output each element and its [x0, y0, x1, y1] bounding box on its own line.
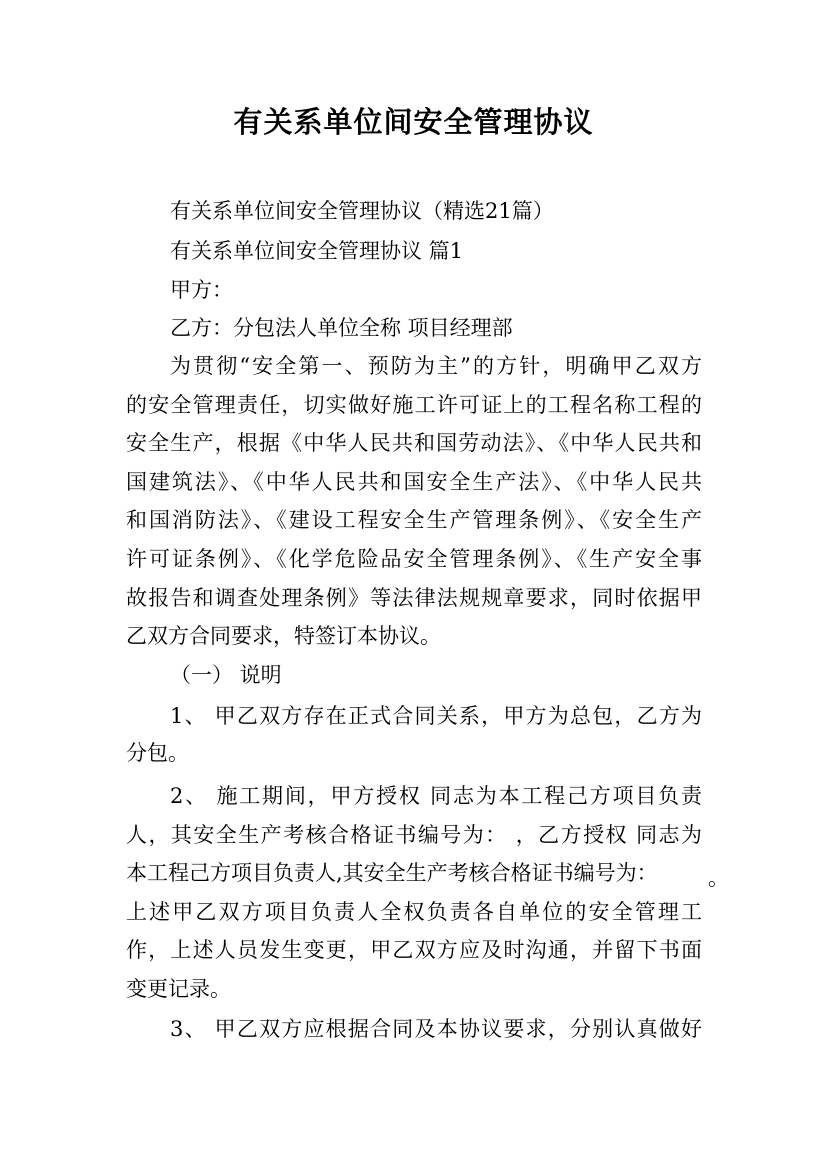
preamble-line: 故报告和调查处理条例》等法律法规规章要求，同时依据甲 [126, 586, 702, 610]
item-2-trailing-mark: 。 [708, 866, 729, 890]
preamble-line: 为贯彻“安全第一、预防为主”的方针，明确甲乙双方 [170, 354, 702, 378]
item-2-line: 人，其安全生产考核合格证书编号为： ，乙方授权 同志为 [126, 823, 702, 847]
item-1-line: 1、 甲乙双方存在正式合同关系，甲方为总包，乙方为 [170, 704, 702, 728]
preamble-line: 许可证条例》、《化学危险品安全管理条例》、《生产安全事 [126, 547, 702, 571]
item-2-line: 2、 施工期间，甲方授权 同志为本工程己方项目负责 [170, 784, 702, 808]
item-2-line: 上述甲乙双方项目负责人全权负责各自单位的安全管理工 [126, 900, 702, 924]
document-title: 有关系单位间安全管理协议 [233, 105, 594, 139]
party-b-line: 乙方：分包法人单位全称 项目经理部 [170, 316, 513, 340]
item-2-line: 作，上述人员发生变更，甲乙双方应及时沟通，并留下书面 [126, 938, 702, 962]
item-2-line: 变更记录。 [126, 977, 231, 1001]
preamble-line: 安全生产，根据《中华人民共和国劳动法》、《中华人民共和 [126, 431, 702, 455]
section-one-heading: （一） 说明 [170, 663, 282, 687]
section-heading: 有关系单位间安全管理协议 篇1 [170, 239, 464, 263]
preamble-line: 和国消防法》、《建设工程安全生产管理条例》、《安全生产 [126, 508, 702, 532]
preamble-line: 乙双方合同要求，特签订本协议。 [126, 624, 441, 648]
party-a-line: 甲方： [170, 278, 233, 302]
item-3-line: 3、 甲乙双方应根据合同及本协议要求，分别认真做好 [170, 1017, 702, 1041]
document-subtitle: 有关系单位间安全管理协议（精选21篇） [170, 199, 554, 223]
preamble-line: 的安全管理责任，切实做好施工许可证上的工程名称工程的 [126, 393, 702, 417]
item-2-line: 本工程己方项目负责人,其安全生产考核合格证书编号为： [126, 861, 658, 885]
preamble-line: 国建筑法》、《中华人民共和国安全生产法》、《中华人民共 [126, 470, 702, 494]
item-1-line: 分包。 [126, 741, 189, 765]
